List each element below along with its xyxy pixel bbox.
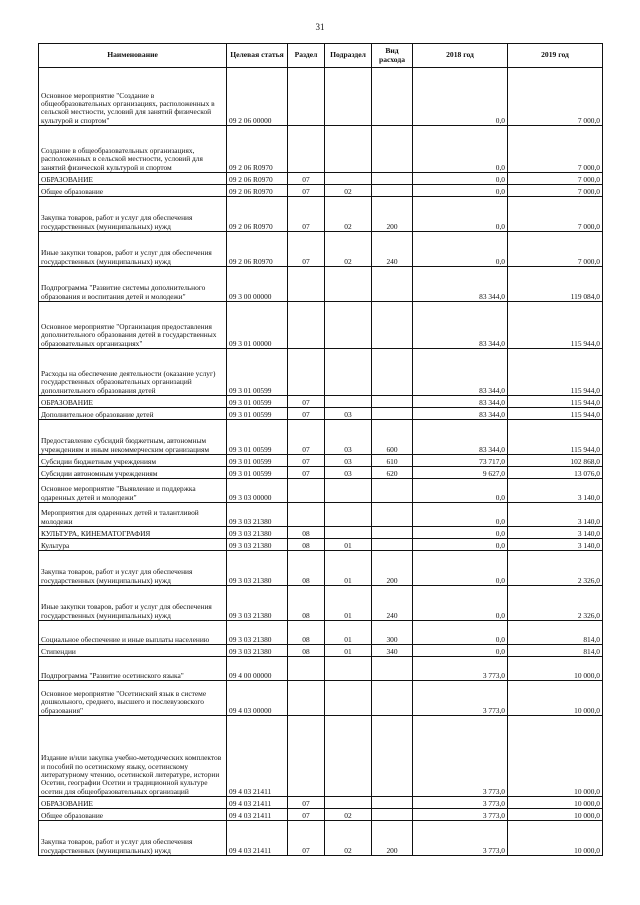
row-subsection: [325, 681, 372, 716]
row-amount-2019: 7 000,0: [508, 173, 603, 185]
row-section: [288, 267, 325, 302]
row-name: ОБРАЗОВАНИЕ: [39, 396, 227, 408]
row-section: 07: [288, 467, 325, 479]
table-row: [39, 527, 603, 539]
row-section: 08: [288, 645, 325, 657]
row-name: Подпрограмма "Развитие системы дополнительного образования и воспитания детей и молодежи": [39, 267, 227, 302]
row-name: КУЛЬТУРА, КИНЕМАТОГРАФИЯ: [39, 527, 227, 539]
row-section: 07: [288, 408, 325, 420]
row-subsection: 01: [325, 645, 372, 657]
row-amount-2018: 0,0: [413, 68, 508, 126]
row-target-article: 09 3 01 00599: [227, 467, 288, 479]
budget-table: [38, 43, 603, 856]
header-expense-type: Вид расхода: [372, 44, 413, 68]
row-expense-type: [372, 349, 413, 396]
row-section: 07: [288, 232, 325, 267]
row-amount-2019: 7 000,0: [508, 185, 603, 197]
row-subsection: [325, 267, 372, 302]
row-subsection: [325, 302, 372, 349]
row-subsection: [325, 657, 372, 681]
header-subsection: Подраздел: [325, 44, 372, 68]
row-section: [288, 126, 325, 173]
row-subsection: [325, 349, 372, 396]
row-amount-2019: 10 000,0: [508, 716, 603, 797]
row-target-article: 09 3 03 21380: [227, 527, 288, 539]
row-name: Издание и/или закупка учебно-методических комплектов и пособий по осетинскому языку, осетинскому литературному чтению, осетинской литературе, истории Осетии, географии Осетии и традиционной культуре осетин для общеобразовательных организаций: [39, 716, 227, 797]
row-target-article: 09 2 06 R0970: [227, 232, 288, 267]
row-section: 08: [288, 551, 325, 586]
table-row: [39, 420, 603, 455]
row-amount-2019: 119 084,0: [508, 267, 603, 302]
row-subsection: 02: [325, 197, 372, 232]
row-name: Основное мероприятие "Выявление и поддержка одаренных детей и молодежи": [39, 479, 227, 503]
row-subsection: 03: [325, 455, 372, 467]
row-amount-2018: 0,0: [413, 527, 508, 539]
header-year-2018: 2018 год: [413, 44, 508, 68]
row-expense-type: 240: [372, 232, 413, 267]
row-amount-2019: 7 000,0: [508, 197, 603, 232]
row-amount-2018: 0,0: [413, 503, 508, 527]
row-target-article: 09 2 06 R0970: [227, 173, 288, 185]
page-number: 31: [315, 22, 325, 32]
row-subsection: 01: [325, 621, 372, 645]
table-row: [39, 645, 603, 657]
row-amount-2018: 0,0: [413, 126, 508, 173]
header-year-2019: 2019 год: [508, 44, 603, 68]
table-row: [39, 821, 603, 856]
row-target-article: 09 3 03 21380: [227, 586, 288, 621]
row-section: [288, 302, 325, 349]
row-expense-type: [372, 503, 413, 527]
row-amount-2019: 3 140,0: [508, 503, 603, 527]
row-target-article: 09 3 00 00000: [227, 267, 288, 302]
row-expense-type: [372, 302, 413, 349]
row-subsection: [325, 173, 372, 185]
table-row: [39, 716, 603, 797]
table-row: [39, 349, 603, 396]
row-name: Предоставление субсидий бюджетным, автономным учреждениям и иным некоммерческим организациям: [39, 420, 227, 455]
row-section: 07: [288, 396, 325, 408]
row-target-article: 09 3 01 00599: [227, 349, 288, 396]
row-amount-2018: 3 773,0: [413, 657, 508, 681]
row-amount-2018: 83 344,0: [413, 349, 508, 396]
row-amount-2019: 10 000,0: [508, 797, 603, 809]
row-target-article: 09 2 06 R0970: [227, 185, 288, 197]
row-target-article: 09 2 06 R0970: [227, 197, 288, 232]
row-target-article: 09 4 03 21411: [227, 797, 288, 809]
row-amount-2019: 3 140,0: [508, 479, 603, 503]
row-amount-2019: 10 000,0: [508, 821, 603, 856]
row-amount-2019: 3 140,0: [508, 527, 603, 539]
row-section: 07: [288, 173, 325, 185]
row-name: Иные закупки товаров, работ и услуг для обеспечения государственных (муниципальных) нужд: [39, 232, 227, 267]
row-name: Мероприятия для одаренных детей и талантливой молодежи: [39, 503, 227, 527]
row-amount-2018: 3 773,0: [413, 716, 508, 797]
row-subsection: 02: [325, 185, 372, 197]
row-target-article: 09 2 06 00000: [227, 68, 288, 126]
row-expense-type: 620: [372, 467, 413, 479]
row-subsection: [325, 479, 372, 503]
row-name: ОБРАЗОВАНИЕ: [39, 797, 227, 809]
row-amount-2018: 0,0: [413, 197, 508, 232]
row-amount-2019: 7 000,0: [508, 126, 603, 173]
row-amount-2019: 115 944,0: [508, 302, 603, 349]
header-target-article: Целевая статья: [227, 44, 288, 68]
row-amount-2019: 814,0: [508, 645, 603, 657]
row-expense-type: 200: [372, 821, 413, 856]
row-expense-type: 610: [372, 455, 413, 467]
row-subsection: 03: [325, 467, 372, 479]
row-subsection: [325, 126, 372, 173]
table-row: [39, 621, 603, 645]
row-amount-2018: 73 717,0: [413, 455, 508, 467]
table-row: [39, 657, 603, 681]
row-target-article: 09 4 03 21411: [227, 821, 288, 856]
table-body: [39, 68, 603, 856]
row-amount-2019: 13 076,0: [508, 467, 603, 479]
row-amount-2019: 10 000,0: [508, 681, 603, 716]
row-name: Дополнительное образование детей: [39, 408, 227, 420]
row-amount-2019: 102 868,0: [508, 455, 603, 467]
row-section: 08: [288, 527, 325, 539]
row-name: Культура: [39, 539, 227, 551]
row-section: [288, 503, 325, 527]
row-subsection: 02: [325, 232, 372, 267]
table-row: [39, 503, 603, 527]
row-name: Подпрограмма "Развитие осетинского языка": [39, 657, 227, 681]
row-section: [288, 68, 325, 126]
row-amount-2019: 814,0: [508, 621, 603, 645]
row-amount-2018: 0,0: [413, 645, 508, 657]
row-name: Стипендии: [39, 645, 227, 657]
row-name: Субсидии бюджетным учреждениям: [39, 455, 227, 467]
row-target-article: 09 3 03 21380: [227, 621, 288, 645]
table-row: [39, 197, 603, 232]
row-section: 08: [288, 621, 325, 645]
row-amount-2019: 115 944,0: [508, 420, 603, 455]
row-expense-type: [372, 527, 413, 539]
row-amount-2019: 7 000,0: [508, 232, 603, 267]
row-name: Закупка товаров, работ и услуг для обеспечения государственных (муниципальных) нужд: [39, 551, 227, 586]
table-row: [39, 185, 603, 197]
row-section: 07: [288, 197, 325, 232]
table-row: [39, 539, 603, 551]
row-amount-2019: 10 000,0: [508, 657, 603, 681]
row-expense-type: [372, 657, 413, 681]
row-name: Основное мероприятие "Организация предоставления дополнительного образования детей в государственных образовательных организациях": [39, 302, 227, 349]
row-section: 07: [288, 185, 325, 197]
row-target-article: 09 2 06 R0970: [227, 126, 288, 173]
row-target-article: 09 3 01 00599: [227, 396, 288, 408]
row-name: Основное мероприятие "Создание в общеобразовательных организациях, расположенных в сельской местности, условий для занятий физической культурой и спортом": [39, 68, 227, 126]
row-amount-2019: 2 326,0: [508, 586, 603, 621]
row-amount-2019: 115 944,0: [508, 408, 603, 420]
row-expense-type: 600: [372, 420, 413, 455]
row-section: 07: [288, 420, 325, 455]
row-expense-type: [372, 809, 413, 821]
row-section: [288, 681, 325, 716]
row-expense-type: 300: [372, 621, 413, 645]
row-section: 08: [288, 539, 325, 551]
row-amount-2018: 3 773,0: [413, 681, 508, 716]
row-amount-2018: 0,0: [413, 586, 508, 621]
row-expense-type: 200: [372, 197, 413, 232]
row-amount-2018: 9 627,0: [413, 467, 508, 479]
row-expense-type: 240: [372, 586, 413, 621]
row-subsection: 02: [325, 809, 372, 821]
row-name: Закупка товаров, работ и услуг для обеспечения государственных (муниципальных) нужд: [39, 197, 227, 232]
row-amount-2018: 0,0: [413, 479, 508, 503]
row-expense-type: 200: [372, 551, 413, 586]
table-row: [39, 302, 603, 349]
row-name: Создание в общеобразовательных организациях, расположенных в сельской местности, условий для занятий физической культурой и спортом: [39, 126, 227, 173]
row-amount-2019: 3 140,0: [508, 539, 603, 551]
row-subsection: 01: [325, 551, 372, 586]
row-name: Основное мероприятие "Осетинский язык в системе дошкольного, среднего, высшего и послевузовского образования": [39, 681, 227, 716]
row-section: [288, 349, 325, 396]
table-row: [39, 408, 603, 420]
row-subsection: 03: [325, 420, 372, 455]
row-amount-2018: 0,0: [413, 539, 508, 551]
row-subsection: 01: [325, 586, 372, 621]
row-expense-type: [372, 173, 413, 185]
row-target-article: 09 3 03 21380: [227, 551, 288, 586]
row-section: [288, 716, 325, 797]
table-row: [39, 126, 603, 173]
row-name: Иные закупки товаров, работ и услуг для обеспечения государственных (муниципальных) нужд: [39, 586, 227, 621]
row-amount-2018: 0,0: [413, 621, 508, 645]
row-amount-2019: 115 944,0: [508, 396, 603, 408]
row-expense-type: 340: [372, 645, 413, 657]
row-expense-type: [372, 681, 413, 716]
row-amount-2018: 83 344,0: [413, 302, 508, 349]
row-target-article: 09 3 01 00000: [227, 302, 288, 349]
row-section: 07: [288, 821, 325, 856]
row-subsection: [325, 797, 372, 809]
row-target-article: 09 3 01 00599: [227, 408, 288, 420]
table-row: [39, 455, 603, 467]
row-section: 07: [288, 809, 325, 821]
table-row: [39, 586, 603, 621]
row-expense-type: [372, 68, 413, 126]
row-subsection: [325, 396, 372, 408]
table-row: [39, 467, 603, 479]
row-target-article: 09 3 03 00000: [227, 479, 288, 503]
header-row: [39, 44, 603, 68]
row-expense-type: [372, 126, 413, 173]
table-row: [39, 232, 603, 267]
row-amount-2018: 3 773,0: [413, 821, 508, 856]
table-row: [39, 68, 603, 126]
header-section: Раздел: [288, 44, 325, 68]
row-subsection: 02: [325, 821, 372, 856]
row-target-article: 09 4 00 00000: [227, 657, 288, 681]
row-target-article: 09 3 03 21380: [227, 503, 288, 527]
row-name: Расходы на обеспечение деятельности (оказание услуг) государственных образовательных организаций дополнительного образования детей: [39, 349, 227, 396]
row-subsection: [325, 716, 372, 797]
row-expense-type: [372, 797, 413, 809]
header-name: Наименование: [39, 44, 227, 68]
table-row: [39, 173, 603, 185]
row-name: Общее образование: [39, 809, 227, 821]
row-amount-2019: 2 326,0: [508, 551, 603, 586]
row-name: Закупка товаров, работ и услуг для обеспечения государственных (муниципальных) нужд: [39, 821, 227, 856]
row-expense-type: [372, 267, 413, 302]
row-amount-2018: 0,0: [413, 551, 508, 586]
row-subsection: 01: [325, 539, 372, 551]
row-section: [288, 479, 325, 503]
row-expense-type: [372, 185, 413, 197]
row-amount-2019: 10 000,0: [508, 809, 603, 821]
row-name: Субсидии автономным учреждениям: [39, 467, 227, 479]
row-name: Социальное обеспечение и иные выплаты населению: [39, 621, 227, 645]
row-amount-2019: 7 000,0: [508, 68, 603, 126]
row-name: Общее образование: [39, 185, 227, 197]
row-subsection: 03: [325, 408, 372, 420]
table-row: [39, 551, 603, 586]
row-amount-2018: 3 773,0: [413, 809, 508, 821]
row-amount-2018: 83 344,0: [413, 267, 508, 302]
row-amount-2018: 83 344,0: [413, 408, 508, 420]
table-row: [39, 479, 603, 503]
row-subsection: [325, 527, 372, 539]
row-target-article: 09 4 03 00000: [227, 681, 288, 716]
row-expense-type: [372, 396, 413, 408]
row-amount-2019: 115 944,0: [508, 349, 603, 396]
row-expense-type: [372, 539, 413, 551]
row-target-article: 09 3 03 21380: [227, 645, 288, 657]
row-section: 07: [288, 455, 325, 467]
row-expense-type: [372, 408, 413, 420]
row-target-article: 09 3 01 00599: [227, 455, 288, 467]
row-amount-2018: 83 344,0: [413, 420, 508, 455]
row-amount-2018: 3 773,0: [413, 797, 508, 809]
row-expense-type: [372, 716, 413, 797]
table-row: [39, 267, 603, 302]
table-row: [39, 809, 603, 821]
table-row: [39, 396, 603, 408]
row-amount-2018: 0,0: [413, 232, 508, 267]
row-target-article: 09 3 01 00599: [227, 420, 288, 455]
row-subsection: [325, 503, 372, 527]
row-target-article: 09 4 03 21411: [227, 716, 288, 797]
row-section: [288, 657, 325, 681]
row-amount-2018: 0,0: [413, 185, 508, 197]
row-expense-type: [372, 479, 413, 503]
table-row: [39, 681, 603, 716]
row-amount-2018: 0,0: [413, 173, 508, 185]
row-target-article: 09 4 03 21411: [227, 809, 288, 821]
table-row: [39, 797, 603, 809]
row-subsection: [325, 68, 372, 126]
row-name: ОБРАЗОВАНИЕ: [39, 173, 227, 185]
row-target-article: 09 3 03 21380: [227, 539, 288, 551]
row-section: 08: [288, 586, 325, 621]
row-amount-2018: 83 344,0: [413, 396, 508, 408]
row-section: 07: [288, 797, 325, 809]
